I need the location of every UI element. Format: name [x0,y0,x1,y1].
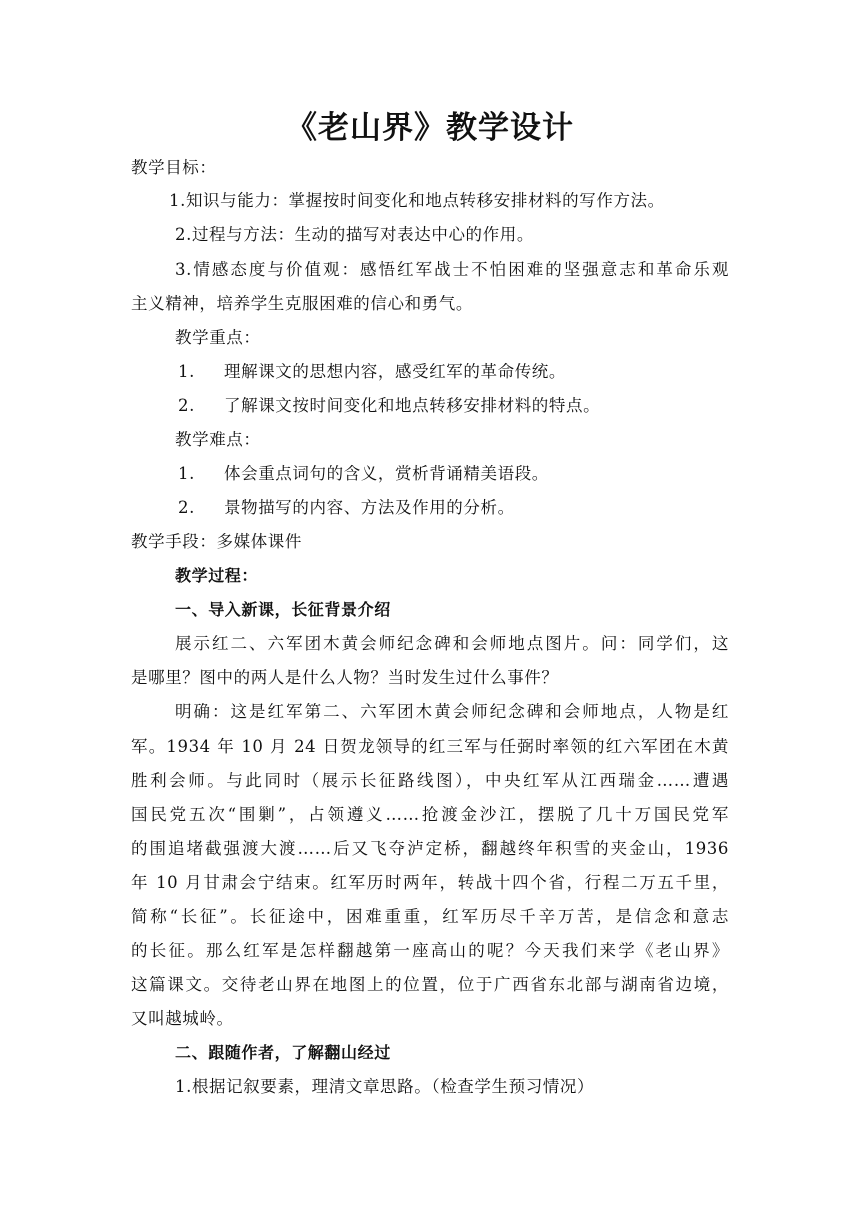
key-point-1-num: 1. [178,362,195,381]
key-heading: 教学重点： [175,328,261,347]
process-heading: 教学过程： [175,566,259,585]
key-point-1 [178,360,566,384]
difficulty-point-1 [178,462,549,486]
goal-item-3: 3.情感态度与价值观：感悟红军战士不怕困难的坚强意志和革命乐观 [175,260,729,279]
goal-item-2: 2.过程与方法：生动的描写对表达中心的作用。 [175,225,534,244]
section1-para2-line8: 的长征。那么红军是怎样翻越第一座高山的呢？今天我们来学《老山界》 [131,941,729,960]
section1-para2-line4: 国民党五次“围剿”，占领遵义……抢渡金沙江，摆脱了几十万国民党军 [131,805,729,824]
section2-heading: 二、跟随作者，了解翻山经过 [175,1043,391,1062]
section1-para2-line3: 胜利会师。与此同时（展示长征路线图），中央红军从江西瑞金……遭遇 [131,771,729,790]
difficulty-point-2-text: 景物描写的内容、方法及作用的分析。 [224,498,515,517]
difficulty-point-2-num: 2. [178,498,195,517]
goal-item-3-cont: 主义精神，培养学生克服困难的信心和勇气。 [131,294,473,313]
key-point-2 [178,394,600,418]
section1-para2-line5: 的围追堵截强渡大渡……后又飞夺泸定桥，翻越终年积雪的夹金山，1936 [131,839,729,858]
section1-para2-line10: 又叫越城岭。 [131,1009,234,1028]
difficulty-point-2 [178,496,515,520]
difficulty-point-1-text: 体会重点词句的含义，赏析背诵精美语段。 [224,464,549,483]
difficulty-heading: 教学难点： [175,430,261,449]
difficulty-point-1-num: 1. [178,464,195,483]
goals-heading: 教学目标： [131,158,217,177]
section1-para2-line1: 明确：这是红军第二、六军团木黄会师纪念碑和会师地点，人物是红 [175,702,729,721]
section1-heading: 一、导入新课，长征背景介绍 [175,600,391,619]
key-point-2-text: 了解课文按时间变化和地点转移安排材料的特点。 [224,396,601,415]
key-point-1-text: 理解课文的思想内容，感受红军的革命传统。 [224,362,566,381]
teaching-means: 教学手段：多媒体课件 [131,532,302,551]
section1-para1-line1: 展示红二、六军团木黄会师纪念碑和会师地点图片。问：同学们，这 [175,634,729,653]
section1-para2-line7: 简称“长征”。长征途中，困难重重，红军历尽千辛万苦，是信念和意志 [131,907,729,926]
section1-para2-line9: 这篇课文。交待老山界在地图上的位置，位于广西省东北部与湖南省边境， [131,975,729,994]
section2-item-1: 1.根据记叙要素，理清文章思路。（检查学生预习情况） [175,1077,595,1096]
section1-para2-line6: 年 10 月甘肃会宁结束。红军历时两年，转战十四个省，行程二万五千里， [131,873,729,892]
section1-para1-line2: 是哪里？图中的两人是什么人物？当时发生过什么事件？ [131,668,559,687]
section1-para2-line2: 军。1934 年 10 月 24 日贺龙领导的红三军与任弼时率领的红六军团在木黄 [131,737,729,756]
document-title: 《老山界》教学设计 [286,110,574,146]
goal-item-1: 1.知识与能力：掌握按时间变化和地点转移安排材料的写作方法。 [169,191,665,210]
key-point-2-num: 2. [178,396,195,415]
